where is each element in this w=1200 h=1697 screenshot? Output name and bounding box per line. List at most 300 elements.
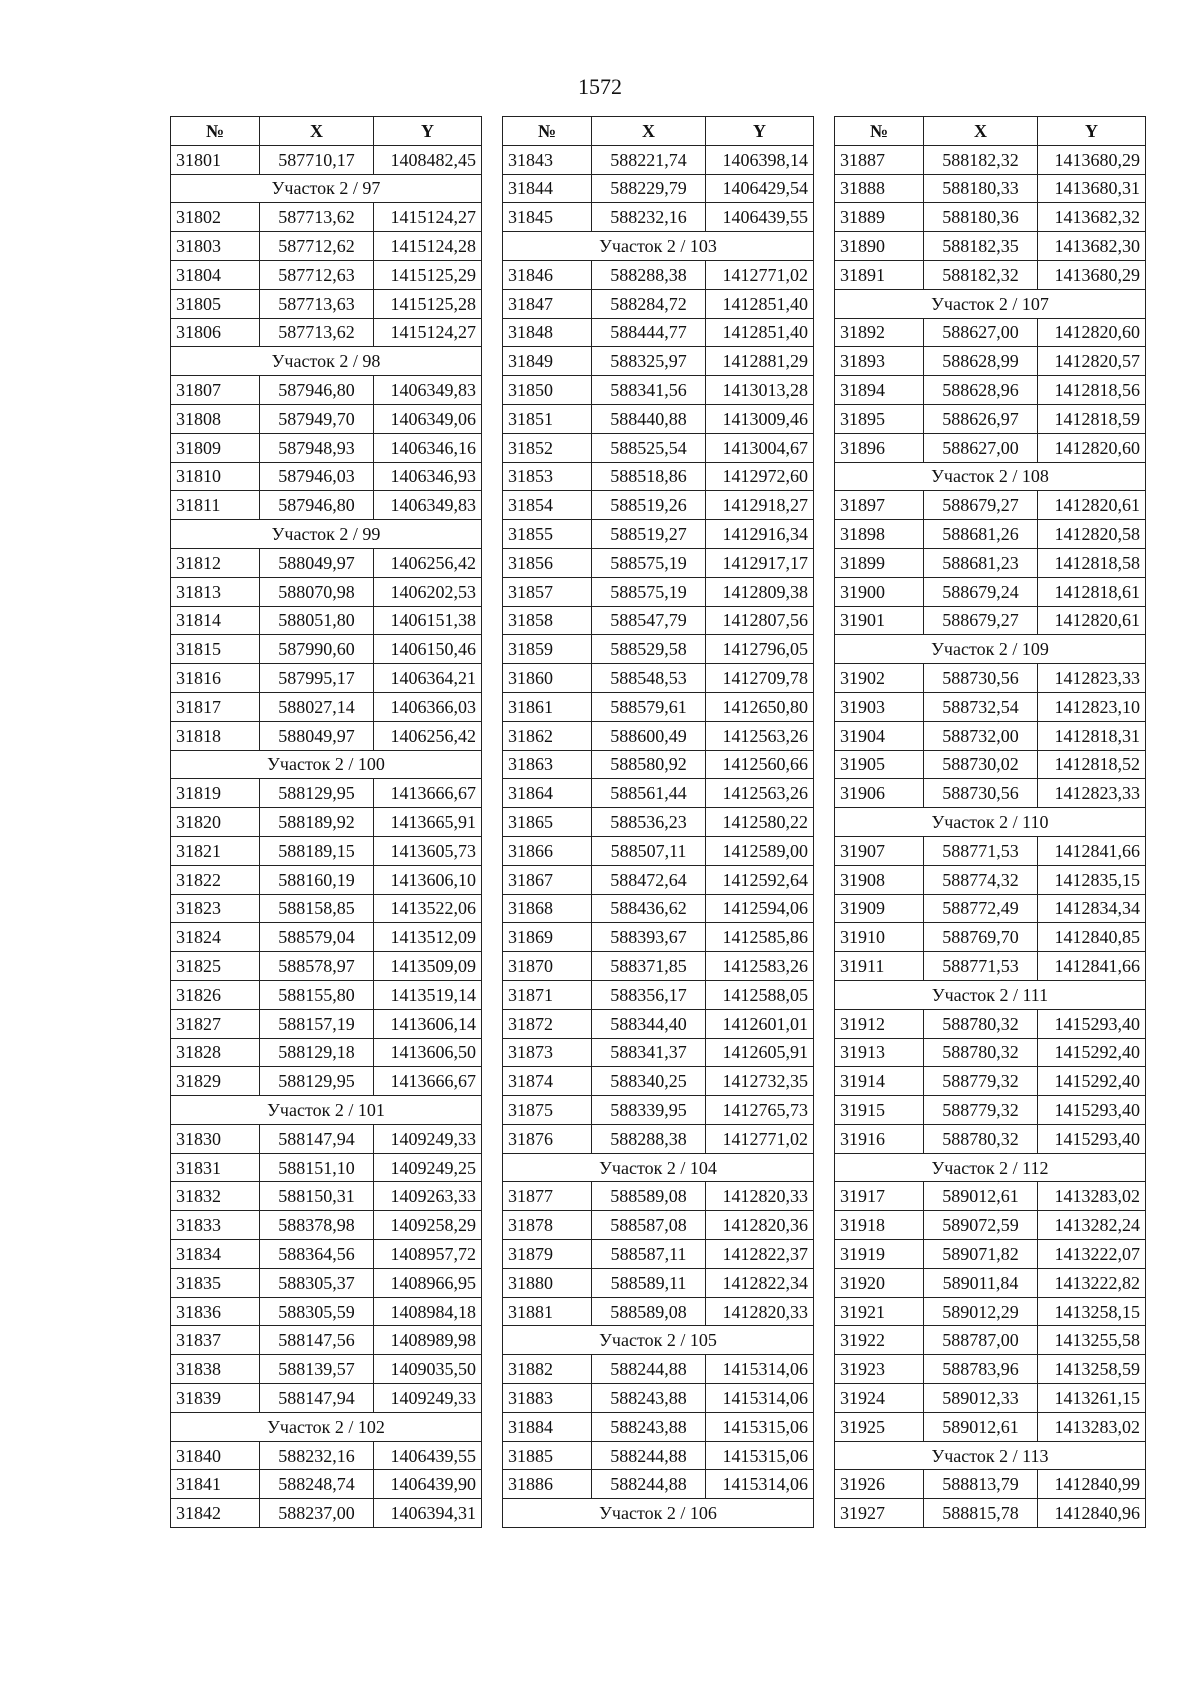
table-row — [503, 203, 814, 232]
table-row — [835, 174, 1146, 203]
y-coordinate: 1406346,93 — [374, 462, 482, 491]
point-number: 31880 — [503, 1268, 592, 1297]
table-row — [835, 1067, 1146, 1096]
point-number: 31811 — [171, 491, 260, 520]
table-row — [835, 606, 1146, 635]
table-row — [171, 952, 482, 981]
y-coordinate: 1412818,52 — [1038, 750, 1146, 779]
y-coordinate: 1415314,06 — [706, 1355, 814, 1384]
y-coordinate: 1409035,50 — [374, 1355, 482, 1384]
point-number: 31869 — [503, 923, 592, 952]
y-coordinate: 1406202,53 — [374, 577, 482, 606]
table-row — [835, 865, 1146, 894]
table-row — [835, 232, 1146, 261]
point-number: 31919 — [835, 1240, 924, 1269]
y-coordinate: 1412818,56 — [1038, 376, 1146, 405]
x-coordinate: 588779,32 — [924, 1096, 1038, 1125]
table-row — [171, 980, 482, 1009]
point-number: 31890 — [835, 232, 924, 261]
section-title: Участок 2 / 105 — [503, 1326, 814, 1355]
x-coordinate: 588160,19 — [260, 865, 374, 894]
point-number: 31907 — [835, 836, 924, 865]
point-number: 31812 — [171, 548, 260, 577]
point-number: 31849 — [503, 347, 592, 376]
table-header-row — [835, 117, 1146, 146]
table-row — [171, 1153, 482, 1182]
point-number: 31856 — [503, 548, 592, 577]
y-coordinate: 1412918,27 — [706, 491, 814, 520]
table-row — [503, 1096, 814, 1125]
table-row — [835, 692, 1146, 721]
x-coordinate: 588150,31 — [260, 1182, 374, 1211]
point-number: 31879 — [503, 1240, 592, 1269]
section-row — [503, 1153, 814, 1182]
y-coordinate: 1412563,26 — [706, 721, 814, 750]
section-row — [171, 174, 482, 203]
x-coordinate: 588049,97 — [260, 721, 374, 750]
point-number: 31927 — [835, 1499, 924, 1528]
table-row — [503, 836, 814, 865]
x-coordinate: 589012,61 — [924, 1182, 1038, 1211]
y-coordinate: 1412807,56 — [706, 606, 814, 635]
point-number: 31843 — [503, 145, 592, 174]
table-row — [171, 376, 482, 405]
x-coordinate: 588339,95 — [592, 1096, 706, 1125]
y-coordinate: 1413682,30 — [1038, 232, 1146, 261]
table-row — [503, 404, 814, 433]
header-y: Y — [706, 117, 814, 146]
x-coordinate: 587713,63 — [260, 289, 374, 318]
y-coordinate: 1406349,83 — [374, 376, 482, 405]
y-coordinate: 1415314,06 — [706, 1384, 814, 1413]
point-number: 31884 — [503, 1412, 592, 1441]
y-coordinate: 1415315,06 — [706, 1412, 814, 1441]
x-coordinate: 588139,57 — [260, 1355, 374, 1384]
y-coordinate: 1412563,26 — [706, 779, 814, 808]
point-number: 31848 — [503, 318, 592, 347]
x-coordinate: 588779,32 — [924, 1067, 1038, 1096]
point-number: 31833 — [171, 1211, 260, 1240]
table-row — [835, 1096, 1146, 1125]
y-coordinate: 1412820,57 — [1038, 347, 1146, 376]
y-coordinate: 1415124,27 — [374, 318, 482, 347]
table-row — [503, 318, 814, 347]
y-coordinate: 1406429,54 — [706, 174, 814, 203]
point-number: 31906 — [835, 779, 924, 808]
point-number: 31824 — [171, 923, 260, 952]
x-coordinate: 588129,95 — [260, 779, 374, 808]
table-row — [503, 865, 814, 894]
point-number: 31826 — [171, 980, 260, 1009]
section-row — [171, 750, 482, 779]
point-number: 31875 — [503, 1096, 592, 1125]
table-row — [171, 318, 482, 347]
table-row — [171, 894, 482, 923]
table-row — [171, 692, 482, 721]
table-row — [503, 347, 814, 376]
y-coordinate: 1413261,15 — [1038, 1384, 1146, 1413]
y-coordinate: 1415124,27 — [374, 203, 482, 232]
header-number: № — [835, 117, 924, 146]
y-coordinate: 1412585,86 — [706, 923, 814, 952]
point-number: 31803 — [171, 232, 260, 261]
x-coordinate: 588627,00 — [924, 433, 1038, 462]
x-coordinate: 588129,18 — [260, 1038, 374, 1067]
table-row — [835, 1124, 1146, 1153]
table-row — [835, 1326, 1146, 1355]
table-row — [171, 1355, 482, 1384]
x-coordinate: 588341,37 — [592, 1038, 706, 1067]
point-number: 31837 — [171, 1326, 260, 1355]
header-x: X — [924, 117, 1038, 146]
point-number: 31828 — [171, 1038, 260, 1067]
y-coordinate: 1406346,16 — [374, 433, 482, 462]
x-coordinate: 588243,88 — [592, 1384, 706, 1413]
point-number: 31825 — [171, 952, 260, 981]
x-coordinate: 588561,44 — [592, 779, 706, 808]
table-row — [503, 1412, 814, 1441]
point-number: 31819 — [171, 779, 260, 808]
table-row — [171, 260, 482, 289]
y-coordinate: 1412818,59 — [1038, 404, 1146, 433]
x-coordinate: 588232,16 — [592, 203, 706, 232]
y-coordinate: 1413666,67 — [374, 779, 482, 808]
x-coordinate: 588587,11 — [592, 1240, 706, 1269]
table-row — [171, 1499, 482, 1528]
point-number: 31924 — [835, 1384, 924, 1413]
y-coordinate: 1413258,59 — [1038, 1355, 1146, 1384]
x-coordinate: 588472,64 — [592, 865, 706, 894]
point-number: 31865 — [503, 808, 592, 837]
table-row — [835, 577, 1146, 606]
x-coordinate: 588587,08 — [592, 1211, 706, 1240]
table-row — [503, 779, 814, 808]
y-coordinate: 1412560,66 — [706, 750, 814, 779]
y-coordinate: 1415125,29 — [374, 260, 482, 289]
x-coordinate: 588589,08 — [592, 1182, 706, 1211]
point-number: 31885 — [503, 1441, 592, 1470]
y-coordinate: 1413255,58 — [1038, 1326, 1146, 1355]
y-coordinate: 1408482,45 — [374, 145, 482, 174]
y-coordinate: 1412820,60 — [1038, 318, 1146, 347]
x-coordinate: 589012,61 — [924, 1412, 1038, 1441]
table-row — [503, 606, 814, 635]
y-coordinate: 1412709,78 — [706, 664, 814, 693]
table-row — [171, 462, 482, 491]
section-row — [171, 520, 482, 549]
y-coordinate: 1412972,60 — [706, 462, 814, 491]
point-number: 31813 — [171, 577, 260, 606]
table-row — [503, 491, 814, 520]
x-coordinate: 588771,53 — [924, 952, 1038, 981]
x-coordinate: 588628,96 — [924, 376, 1038, 405]
x-coordinate: 588780,32 — [924, 1124, 1038, 1153]
point-number: 31820 — [171, 808, 260, 837]
y-coordinate: 1413606,10 — [374, 865, 482, 894]
y-coordinate: 1406150,46 — [374, 635, 482, 664]
y-coordinate: 1415315,06 — [706, 1441, 814, 1470]
table-row — [171, 635, 482, 664]
table-row — [503, 1211, 814, 1240]
point-number: 31810 — [171, 462, 260, 491]
x-coordinate: 588813,79 — [924, 1470, 1038, 1499]
y-coordinate: 1412588,05 — [706, 980, 814, 1009]
table-row — [171, 923, 482, 952]
coordinates-table-middle — [502, 116, 814, 1528]
section-row — [835, 1153, 1146, 1182]
x-coordinate: 588180,33 — [924, 174, 1038, 203]
y-coordinate: 1412589,00 — [706, 836, 814, 865]
x-coordinate: 588730,02 — [924, 750, 1038, 779]
point-number: 31852 — [503, 433, 592, 462]
x-coordinate: 588771,53 — [924, 836, 1038, 865]
y-coordinate: 1408957,72 — [374, 1240, 482, 1269]
y-coordinate: 1412594,06 — [706, 894, 814, 923]
table-row — [835, 923, 1146, 952]
x-coordinate: 589071,82 — [924, 1240, 1038, 1269]
y-coordinate: 1406151,38 — [374, 606, 482, 635]
point-number: 31887 — [835, 145, 924, 174]
x-coordinate: 588730,56 — [924, 779, 1038, 808]
table-row — [503, 548, 814, 577]
table-row — [503, 750, 814, 779]
section-row — [171, 1412, 482, 1441]
x-coordinate: 588732,54 — [924, 692, 1038, 721]
y-coordinate: 1413606,50 — [374, 1038, 482, 1067]
point-number: 31917 — [835, 1182, 924, 1211]
point-number: 31806 — [171, 318, 260, 347]
point-number: 31842 — [171, 1499, 260, 1528]
x-coordinate: 588580,92 — [592, 750, 706, 779]
point-number: 31911 — [835, 952, 924, 981]
table-row — [503, 174, 814, 203]
y-coordinate: 1406349,06 — [374, 404, 482, 433]
section-row — [503, 1499, 814, 1528]
y-coordinate: 1412851,40 — [706, 289, 814, 318]
y-coordinate: 1412601,01 — [706, 1009, 814, 1038]
x-coordinate: 588579,04 — [260, 923, 374, 952]
x-coordinate: 588378,98 — [260, 1211, 374, 1240]
header-y: Y — [1038, 117, 1146, 146]
table-row — [835, 779, 1146, 808]
section-title: Участок 2 / 99 — [171, 520, 482, 549]
table-row — [503, 376, 814, 405]
x-coordinate: 588780,32 — [924, 1038, 1038, 1067]
x-coordinate: 587948,93 — [260, 433, 374, 462]
y-coordinate: 1412820,60 — [1038, 433, 1146, 462]
table-row — [171, 1326, 482, 1355]
y-coordinate: 1409249,33 — [374, 1124, 482, 1153]
x-coordinate: 588147,94 — [260, 1384, 374, 1413]
point-number: 31808 — [171, 404, 260, 433]
y-coordinate: 1412820,33 — [706, 1297, 814, 1326]
point-number: 31814 — [171, 606, 260, 635]
table-row — [171, 1240, 482, 1269]
table-row — [503, 462, 814, 491]
point-number: 31898 — [835, 520, 924, 549]
point-number: 31832 — [171, 1182, 260, 1211]
y-coordinate: 1412583,26 — [706, 952, 814, 981]
section-title: Участок 2 / 104 — [503, 1153, 814, 1182]
point-number: 31926 — [835, 1470, 924, 1499]
point-number: 31850 — [503, 376, 592, 405]
page-number: 1572 — [578, 74, 622, 99]
x-coordinate: 588364,56 — [260, 1240, 374, 1269]
x-coordinate: 587946,03 — [260, 462, 374, 491]
x-coordinate: 587712,62 — [260, 232, 374, 261]
section-title: Участок 2 / 106 — [503, 1499, 814, 1528]
section-row — [835, 635, 1146, 664]
table-row — [835, 203, 1146, 232]
y-coordinate: 1413283,02 — [1038, 1182, 1146, 1211]
section-title: Участок 2 / 113 — [835, 1441, 1146, 1470]
point-number: 31886 — [503, 1470, 592, 1499]
y-coordinate: 1413004,67 — [706, 433, 814, 462]
section-row — [171, 1096, 482, 1125]
y-coordinate: 1412917,17 — [706, 548, 814, 577]
point-number: 31809 — [171, 433, 260, 462]
x-coordinate: 588305,59 — [260, 1297, 374, 1326]
table-row — [171, 491, 482, 520]
table-row — [835, 1412, 1146, 1441]
x-coordinate: 588626,97 — [924, 404, 1038, 433]
table-row — [503, 808, 814, 837]
x-coordinate: 588189,92 — [260, 808, 374, 837]
table-row — [171, 721, 482, 750]
y-coordinate: 1412818,31 — [1038, 721, 1146, 750]
table-row — [171, 1470, 482, 1499]
table-row — [171, 836, 482, 865]
y-coordinate: 1408966,95 — [374, 1268, 482, 1297]
table-row — [503, 664, 814, 693]
table-row — [835, 491, 1146, 520]
table-row — [835, 1268, 1146, 1297]
y-coordinate: 1406256,42 — [374, 548, 482, 577]
table-row — [835, 750, 1146, 779]
x-coordinate: 588237,00 — [260, 1499, 374, 1528]
y-coordinate: 1412818,61 — [1038, 577, 1146, 606]
table-row — [835, 664, 1146, 693]
y-coordinate: 1412820,58 — [1038, 520, 1146, 549]
y-coordinate: 1413283,02 — [1038, 1412, 1146, 1441]
table-row — [171, 1211, 482, 1240]
table-row — [835, 721, 1146, 750]
table-row — [171, 1182, 482, 1211]
section-title: Участок 2 / 108 — [835, 462, 1146, 491]
table-row — [503, 952, 814, 981]
table-row — [835, 1355, 1146, 1384]
point-number: 31866 — [503, 836, 592, 865]
y-coordinate: 1412732,35 — [706, 1067, 814, 1096]
x-coordinate: 588393,67 — [592, 923, 706, 952]
table-row — [171, 865, 482, 894]
table-row — [835, 1038, 1146, 1067]
table-row — [503, 1441, 814, 1470]
x-coordinate: 588780,32 — [924, 1009, 1038, 1038]
y-coordinate: 1415124,28 — [374, 232, 482, 261]
x-coordinate: 589072,59 — [924, 1211, 1038, 1240]
x-coordinate: 588244,88 — [592, 1441, 706, 1470]
point-number: 31802 — [171, 203, 260, 232]
section-row — [835, 462, 1146, 491]
table-row — [503, 692, 814, 721]
y-coordinate: 1412820,61 — [1038, 606, 1146, 635]
point-number: 31903 — [835, 692, 924, 721]
point-number: 31897 — [835, 491, 924, 520]
point-number: 31899 — [835, 548, 924, 577]
x-coordinate: 589012,29 — [924, 1297, 1038, 1326]
table-row — [503, 1297, 814, 1326]
x-coordinate: 588229,79 — [592, 174, 706, 203]
x-coordinate: 588507,11 — [592, 836, 706, 865]
x-coordinate: 588627,00 — [924, 318, 1038, 347]
x-coordinate: 587990,60 — [260, 635, 374, 664]
point-number: 31891 — [835, 260, 924, 289]
table-row — [171, 1067, 482, 1096]
point-number: 31895 — [835, 404, 924, 433]
point-number: 31853 — [503, 462, 592, 491]
x-coordinate: 588051,80 — [260, 606, 374, 635]
point-number: 31830 — [171, 1124, 260, 1153]
table-row — [835, 145, 1146, 174]
point-number: 31801 — [171, 145, 260, 174]
point-number: 31915 — [835, 1096, 924, 1125]
section-row — [503, 232, 814, 261]
table-row — [835, 1009, 1146, 1038]
x-coordinate: 588548,53 — [592, 664, 706, 693]
point-number: 31841 — [171, 1470, 260, 1499]
y-coordinate: 1412820,36 — [706, 1211, 814, 1240]
x-coordinate: 588681,23 — [924, 548, 1038, 577]
x-coordinate: 588129,95 — [260, 1067, 374, 1096]
table-row — [835, 548, 1146, 577]
x-coordinate: 588578,97 — [260, 952, 374, 981]
table-row — [503, 260, 814, 289]
point-number: 31896 — [835, 433, 924, 462]
table-row — [171, 433, 482, 462]
table-row — [503, 289, 814, 318]
table-row — [503, 1124, 814, 1153]
y-coordinate: 1413680,29 — [1038, 145, 1146, 174]
table-row — [171, 1038, 482, 1067]
point-number: 31877 — [503, 1182, 592, 1211]
table-header-row — [503, 117, 814, 146]
table-row — [171, 606, 482, 635]
point-number: 31861 — [503, 692, 592, 721]
y-coordinate: 1412916,34 — [706, 520, 814, 549]
point-number: 31872 — [503, 1009, 592, 1038]
x-coordinate: 588600,49 — [592, 721, 706, 750]
y-coordinate: 1413009,46 — [706, 404, 814, 433]
y-coordinate: 1412823,10 — [1038, 692, 1146, 721]
y-coordinate: 1409249,25 — [374, 1153, 482, 1182]
table-row — [171, 577, 482, 606]
y-coordinate: 1412823,33 — [1038, 779, 1146, 808]
point-number: 31863 — [503, 750, 592, 779]
point-number: 31912 — [835, 1009, 924, 1038]
point-number: 31902 — [835, 664, 924, 693]
point-number: 31874 — [503, 1067, 592, 1096]
table-row — [171, 1297, 482, 1326]
x-coordinate: 588341,56 — [592, 376, 706, 405]
table-row — [171, 203, 482, 232]
x-coordinate: 588158,85 — [260, 894, 374, 923]
x-coordinate: 588436,62 — [592, 894, 706, 923]
point-number: 31908 — [835, 865, 924, 894]
y-coordinate: 1412822,37 — [706, 1240, 814, 1269]
point-number: 31921 — [835, 1297, 924, 1326]
x-coordinate: 588730,56 — [924, 664, 1038, 693]
